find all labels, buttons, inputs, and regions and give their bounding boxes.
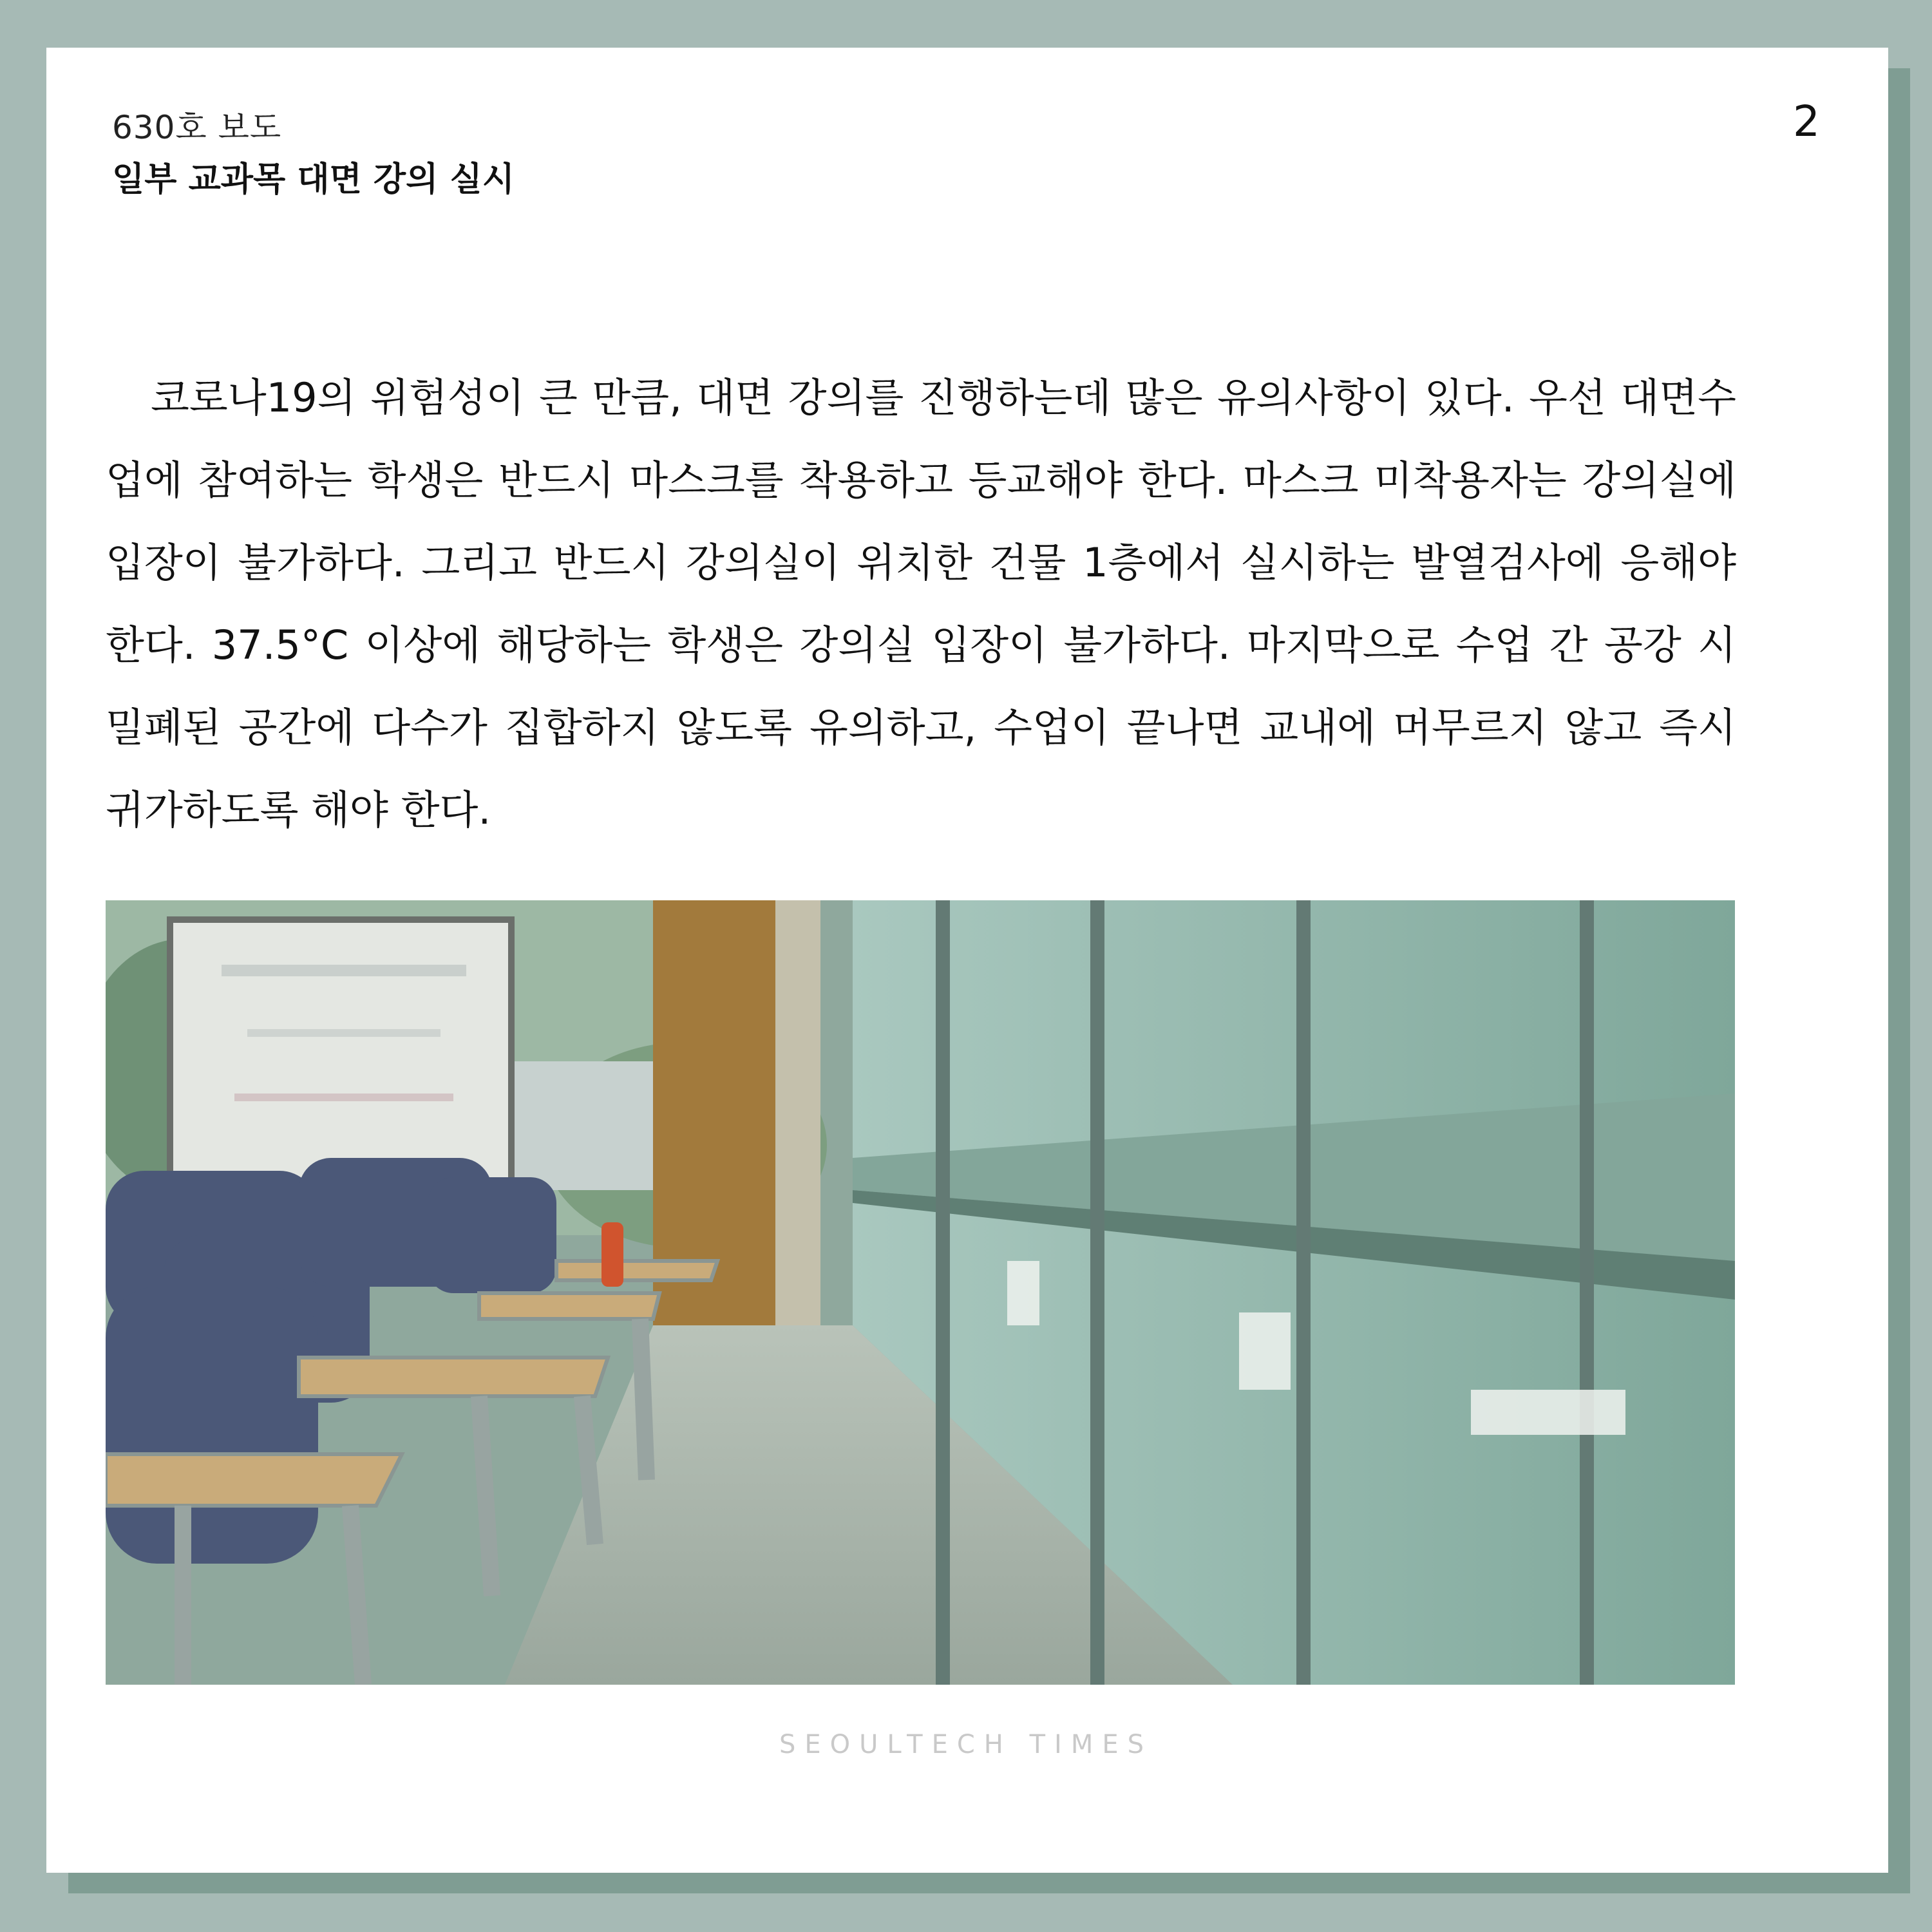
watermark: SEOULTECH TIMES [779, 1730, 1153, 1759]
issue-label: 630호 보도 [112, 109, 282, 146]
headline: 일부 교과목 대면 강의 실시 [112, 160, 515, 199]
article-body: 코로나19의 위험성이 큰 만큼, 대면 강의를 진행하는데 많은 유의사항이 있다. 우선 대면수업에 참여하는 학생은 반드시 마스크를 착용하고 등교해야 한다. 마스크 미착용자는 강의실에 입장이 불가하다. 그리고 반드시 강의실이 위치한 건물 1층에서 실시하는 발열검사에 응해야 한다. 37.5°C 이상에 해당하는 학생은 강의실 입장이 불가하다. 마지막으로 수업 간 공강 시 밀폐된 공간에 다수가 집합하지 않도록 유의하고, 수업이 끝나면 교내에 머무르지 않고 즉시 귀가하도록 해야 한다. [106, 374, 1736, 833]
classroom-photo [106, 900, 1735, 1685]
classroom-illustration [106, 900, 1735, 1685]
page-number: 2 [1793, 97, 1820, 146]
